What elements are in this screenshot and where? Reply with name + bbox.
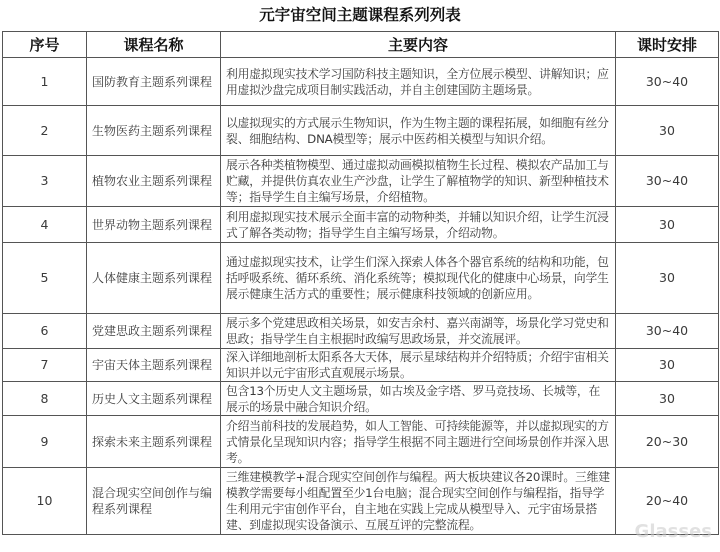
- row-number: 3: [3, 156, 87, 207]
- course-name: 生物医药主题系列课程: [87, 106, 221, 156]
- course-name: 混合现实空间创作与编程系列课程: [87, 468, 221, 535]
- course-hours: 30: [616, 243, 719, 314]
- course-content: 利用虚拟现实技术学习国防科技主题知识，全方位展示模型、讲解知识；应用虚拟沙盘完成项目制实践活动，并自主创建国防主题场景。: [221, 58, 616, 106]
- row-number: 1: [3, 58, 87, 106]
- course-name: 人体健康主题系列课程: [87, 243, 221, 314]
- row-number: 4: [3, 207, 87, 243]
- course-content: 通过虚拟现实技术，让学生们深入探索人体各个器官系统的结构和功能，包括呼吸系统、循环系统、消化系统等；模拟现代化的健康中心场景，向学生展示健康生活方式的重要性；展示健康科技领域的创新应用。: [221, 243, 616, 314]
- course-hours: 30: [616, 106, 719, 156]
- table-row: [3, 58, 719, 106]
- course-hours: 20~30: [616, 416, 719, 468]
- course-hours: 30~40: [616, 156, 719, 207]
- column-header-main-content: 主要内容: [221, 32, 616, 58]
- course-content: 展示各种类植物模型、通过虚拟动画模拟植物生长过程、模拟农产品加工与贮藏，并提供仿真农业生产沙盘，让学生了解植物学的知识、新型种植技术等；指导学生自主编写场景，介绍植物。: [221, 156, 616, 207]
- course-name: 历史人文主题系列课程: [87, 382, 221, 416]
- course-hours: 30: [616, 207, 719, 243]
- row-number: 9: [3, 416, 87, 468]
- course-name: 党建思政主题系列课程: [87, 314, 221, 349]
- table-row: [3, 314, 719, 349]
- course-name: 宇宙天体主题系列课程: [87, 349, 221, 382]
- table-header-row: [3, 32, 719, 58]
- course-name: 国防教育主题系列课程: [87, 58, 221, 106]
- course-content: 以虚拟现实的方式展示生物知识，作为生物主题的课程拓展，如细胞有丝分裂、细胞结构、DNA模型等；展示中医药相关模型与知识介绍。: [221, 106, 616, 156]
- page-title: 元宇宙空间主题课程系列列表: [259, 6, 461, 24]
- column-header-hours: 课时安排: [616, 32, 719, 58]
- course-content: 利用虚拟现实技术展示全面丰富的动物种类，并辅以知识介绍，让学生沉浸式了解各类动物；指导学生自主编写场景，介绍动物。: [221, 207, 616, 243]
- column-header-course-name: 课程名称: [87, 32, 221, 58]
- table-row: [3, 468, 719, 535]
- course-name: 探索未来主题系列课程: [87, 416, 221, 468]
- table-row: [3, 349, 719, 382]
- course-hours: 20~40: [616, 468, 719, 535]
- course-name: 世界动物主题系列课程: [87, 207, 221, 243]
- course-hours: 30~40: [616, 58, 719, 106]
- course-content: 三维建模教学+混合现实空间创作与编程。两大板块建议各20课时。三维建模教学需要每小组配置至少1台电脑；混合现实空间创作与编程指，指导学生利用元宇宙创作平台，自主地在实践上完成从模型导入、元宇宙场景搭建、到虚拟现实设备演示、互展互评的完整流程。: [221, 468, 616, 535]
- table-row: [3, 382, 719, 416]
- row-number: 8: [3, 382, 87, 416]
- course-table: [2, 31, 719, 535]
- course-content: 包含13个历史人文主题场景，如古埃及金字塔、罗马竞技场、长城等，在展示的场景中融合知识介绍。: [221, 382, 616, 416]
- course-hours: 30: [616, 382, 719, 416]
- course-hours: 30~40: [616, 314, 719, 349]
- row-number: 7: [3, 349, 87, 382]
- watermark-logo: Glasses: [634, 521, 712, 542]
- table-row: [3, 106, 719, 156]
- row-number: 2: [3, 106, 87, 156]
- row-number: 6: [3, 314, 87, 349]
- course-name: 植物农业主题系列课程: [87, 156, 221, 207]
- table-row: [3, 243, 719, 314]
- row-number: 5: [3, 243, 87, 314]
- course-content: 介绍当前科技的发展趋势，如人工智能、可持续能源等，并以虚拟现实的方式情景化呈现知识内容；指导学生根据不同主题进行空间场景创作并深入思考。: [221, 416, 616, 468]
- column-header-number: 序号: [3, 32, 87, 58]
- course-content: 深入详细地剖析太阳系各大天体，展示星球结构并介绍特质；介绍宇宙相关知识并以元宇宙形式直观展示场景。: [221, 349, 616, 382]
- table-row: [3, 156, 719, 207]
- table-row: [3, 416, 719, 468]
- table-row: [3, 207, 719, 243]
- course-hours: 30: [616, 349, 719, 382]
- course-content: 展示多个党建思政相关场景，如安吉余村、嘉兴南湖等，场景化学习党史和思政；指导学生自主根据时政编写思政场景，并交流展评。: [221, 314, 616, 349]
- row-number: 10: [3, 468, 87, 535]
